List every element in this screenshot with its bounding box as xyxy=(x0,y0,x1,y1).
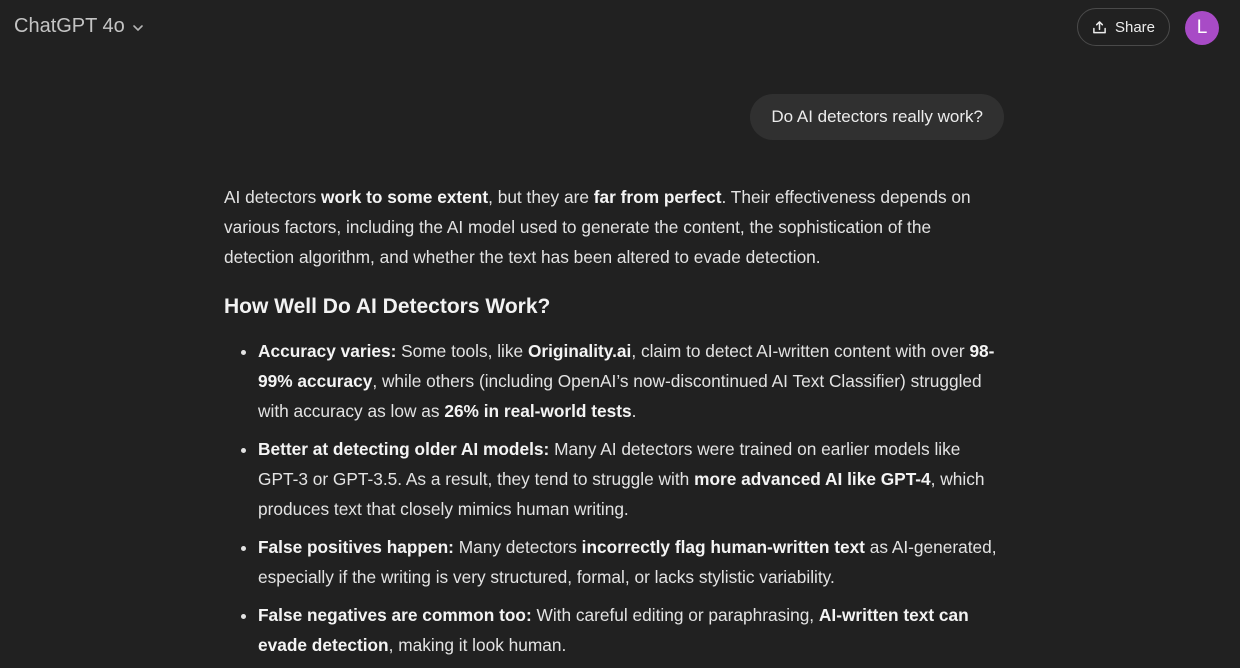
text-segment: Many AI detectors were trained on earlier models like GPT-3 or GPT-3.5. As a result, they tend to struggle with xyxy=(258,439,961,489)
bold-text: 98-99% accuracy xyxy=(258,341,995,391)
model-selector[interactable] xyxy=(14,15,145,38)
bold-text: Accuracy varies: xyxy=(258,341,397,361)
text-segment: AI detectors xyxy=(224,187,322,207)
text-segment: , which produces text that closely mimics human writing. xyxy=(258,469,985,519)
share-button[interactable] xyxy=(1077,8,1170,46)
text-segment: With careful editing or paraphrasing, xyxy=(531,605,819,625)
user-message: Do AI detectors really work? xyxy=(750,94,1004,140)
bold-text: work to some extent xyxy=(321,187,489,207)
section-heading: How Well Do AI Detectors Work? xyxy=(224,295,551,318)
list-item xyxy=(258,336,1004,426)
intro-paragraph xyxy=(224,182,1004,272)
text-segment: , but they are xyxy=(488,187,594,207)
avatar[interactable]: L xyxy=(1185,11,1219,45)
chevron-down-icon xyxy=(131,21,145,35)
text-segment: Some tools, like xyxy=(396,341,528,361)
share-icon xyxy=(1092,20,1107,35)
text-segment: . xyxy=(631,401,637,421)
bullet-list xyxy=(224,336,1004,660)
top-bar xyxy=(0,0,1240,56)
text-segment: Many detectors xyxy=(453,537,582,557)
bold-text: more advanced AI like GPT-4 xyxy=(694,469,931,489)
list-item xyxy=(258,532,1004,592)
share-label: Share xyxy=(1114,18,1156,36)
bold-text: False positives happen: xyxy=(258,537,454,557)
bold-text: AI-written text can evade detection xyxy=(258,605,969,655)
text-segment: , claim to detect AI-written content with over xyxy=(631,341,970,361)
bold-text: Better at detecting older AI models: xyxy=(258,439,550,459)
bold-text: False negatives are common too: xyxy=(258,605,532,625)
text-segment: . Their effectiveness depends on various factors, including the AI model used to generate the content, the sophistication of the detection algorithm, and whether the text has been altered to evade detection. xyxy=(224,187,971,267)
text-segment: , while others (including OpenAI’s now-discontinued AI Text Classifier) struggled with accuracy as low as xyxy=(258,371,982,421)
list-item xyxy=(258,434,1004,524)
bold-text: Originality.ai xyxy=(527,341,632,361)
bold-text: far from perfect xyxy=(593,187,722,207)
bold-text: incorrectly flag human-written text xyxy=(581,537,865,557)
text-segment: as AI-generated, especially if the writing is very structured, formal, or lacks stylistic variability. xyxy=(258,537,997,587)
text-segment: , making it look human. xyxy=(388,635,567,655)
assistant-response xyxy=(224,182,1004,668)
list-item xyxy=(258,600,1004,660)
bold-text: 26% in real-world tests xyxy=(444,401,632,421)
model-name: ChatGPT 4o xyxy=(14,15,125,37)
